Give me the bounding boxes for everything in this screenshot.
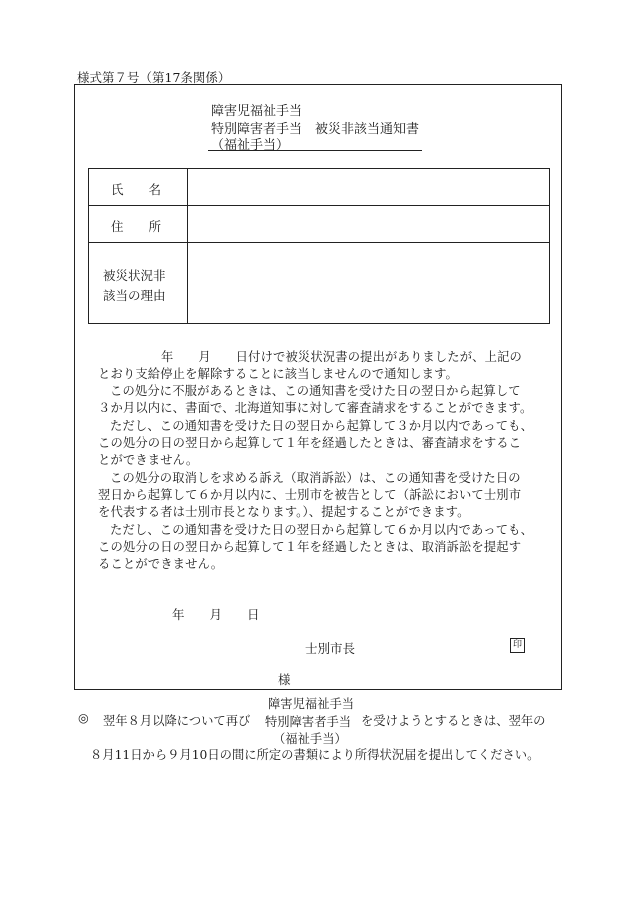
recipient-info-table [88, 168, 550, 324]
reason-label-1: 被災状況非 [103, 268, 166, 283]
body-line: この処分に不服があるときは、この通知書を受けた日の翌日から起算して [110, 384, 521, 398]
address-row [89, 206, 549, 243]
body-line: 年 月 日付けで被災状況書の提出がありましたが、上記の [161, 350, 522, 364]
note-after: を受けようとするときは、翌年の [361, 714, 546, 728]
note-mark: ◎ [78, 711, 89, 725]
title-line-2: 特別障害者手当 被災非該当通知書 [211, 122, 420, 137]
name-row [89, 169, 549, 206]
note-line-2: ８月11日から９月10日の間に所定の書類により所得状況届を提出してください。 [90, 748, 540, 762]
body-line: ただし、この通知書を受けた日の翌日から起算して３か月以内であっても、 [110, 419, 534, 433]
note-stack-1: 障害児福祉手当 [268, 697, 355, 711]
form-number-label: 様式第７号（第17条関係） [77, 70, 231, 85]
seal-stamp: 印 [510, 638, 525, 653]
body-line: 翌日から起算して６か月以内に、士別市を被告として（訴訟において士別市 [98, 488, 522, 502]
body-line: この処分の取消しを求める訴え（取消訴訟）は、この通知書を受けた日の [110, 471, 521, 485]
address-label: 住 所 [111, 219, 162, 234]
body-line: この処分の日の翌日から起算して１年を経過したときは、審査請求をするこ [98, 436, 522, 450]
title-underline [208, 150, 422, 151]
reason-label-2: 該当の理由 [103, 288, 166, 303]
note-stack-3: （福祉手当） [273, 732, 347, 746]
body-line: を代表する者は士別市長となります。）、提起することができます。 [98, 505, 470, 519]
body-line: この処分の日の翌日から起算して１年を経過したときは、取消訴訟を提起す [98, 540, 522, 554]
body-line: ３か月以内に、書面で、北海道知事に対して審査請求をすることができます。 [98, 401, 533, 415]
body-line: とができません。 [98, 453, 199, 467]
body-line: ただし、この通知書を受けた日の翌日から起算して６か月以内であっても、 [110, 523, 534, 537]
name-label: 氏 名 [111, 182, 162, 197]
addressee-honorific: 様 [278, 672, 291, 687]
issuer-name: 士別市長 [305, 641, 356, 656]
body-line: とおり支給停止を解除することに該当しませんので通知します。 [98, 367, 458, 381]
title-line-1: 障害児福祉手当 [211, 104, 303, 119]
note-before: 翌年８月以降について再び [103, 714, 251, 728]
title-line-3: （福祉手当） [211, 138, 290, 153]
issue-date: 年 月 日 [172, 607, 260, 622]
body-line: ることができません。 [98, 557, 224, 571]
note-stack-2: 特別障害者手当 [265, 715, 352, 729]
reason-row [89, 243, 549, 323]
